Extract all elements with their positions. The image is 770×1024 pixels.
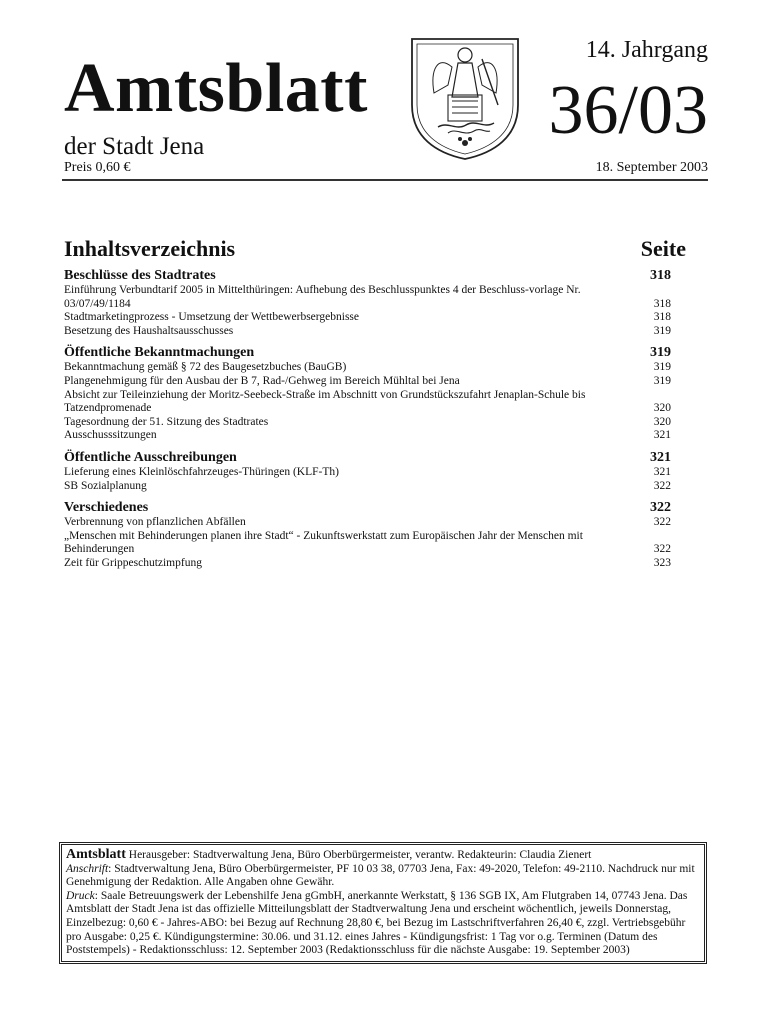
toc-section-title-row <box>64 500 686 516</box>
toc-entry[interactable] <box>64 375 686 389</box>
toc-entry-text: Plangenehmigung für den Ausbau der B 7, Rad-/Gehweg im Bereich Mühltal bei Jena <box>64 374 460 387</box>
toc-entry-text: Stadtmarketingprozess - Umsetzung der Wettbewerbsergebnisse <box>64 311 360 324</box>
toc-entry[interactable] <box>64 557 686 571</box>
imprint-box <box>59 842 707 964</box>
masthead-date: 18. September 2003 <box>595 160 708 175</box>
masthead-volume: 14. Jahrgang <box>585 37 708 63</box>
coat-of-arms-icon <box>408 35 522 161</box>
toc-page-heading: Seite <box>640 236 686 261</box>
toc-entry-page: 322 <box>653 543 671 556</box>
toc-entry-text: Tagesordnung der 51. Sitzung des Stadtrates <box>64 415 269 428</box>
toc-entry-text: SB Sozialplanung <box>64 479 147 492</box>
toc-entry-text: Ausschusssitzungen <box>64 429 157 442</box>
toc-entry-page: 319 <box>653 324 671 337</box>
toc-section-page: 319 <box>650 345 671 361</box>
toc-section-title: Öffentliche Bekanntmachungen <box>64 345 255 361</box>
toc-entry[interactable] <box>64 516 686 530</box>
toc-entry-text: Besetzung des Haushaltsausschusses <box>64 324 234 337</box>
toc-entry[interactable] <box>64 361 686 375</box>
toc-entry-text: Zeit für Grippeschutzimpfung <box>64 556 202 569</box>
toc-entry-page: 322 <box>653 516 671 529</box>
toc-entry-page: 319 <box>653 361 671 374</box>
toc-entry-page: 319 <box>653 374 671 387</box>
imprint-print: : Saale Betreuungswerk der Lebenshilfe Jena gGmbH, anerkannte Werkstatt, § 136 SGB IX, Am Flutgraben 14, 07743 Jena. Das Amtsblatt der Stadt Jena ist das offizielle Mitteilungsblatt der Stadtverwaltung Jena und erscheint wöchentlich, jeweils Donnerstag, Einzelbezug: 0,60 € - Jahres-ABO: bei Bezug auf Rechnung 28,80 €, bei Bezug im Lastschriftverfahren 26,40 €, zzgl. Vertriebsgebühr pro Ausgabe: 0,25 €. Kündigungstermine: 30.06. und 31.12. eines Jahres - Kündigungsfrist: 1 Tag vor o.g. Terminen (Datum des Poststempels) - Redaktionsschluss: 12. September 2003 (Redaktionsschluss für die nächste Ausgabe: 19. September 2003) <box>66 889 688 957</box>
toc-entry-page: 323 <box>653 556 671 569</box>
toc-entry-text: Absicht zur Teileinziehung der Moritz-Seebeck-Straße im Abschnitt von Grundstückszufahrt Jenaplan-Schule bis Tatzendpromenade <box>64 388 586 415</box>
masthead-subtitle: der Stadt Jena <box>64 133 205 160</box>
toc-entry[interactable] <box>64 416 686 430</box>
imprint-address: : Stadtverwaltung Jena, Büro Oberbürgermeister, PF 10 03 38, 07703 Jena, Fax: 49-2020, Telefon: 49-2110. Nachdruck nur mit Genehmigung der Redaktion. Alle Angaben ohne Gewähr. <box>66 862 695 889</box>
toc-section <box>64 345 686 443</box>
toc-entry[interactable] <box>64 325 686 339</box>
toc-section-title-row <box>64 345 686 361</box>
toc-entry[interactable] <box>64 311 686 325</box>
toc-entry-page: 320 <box>653 415 671 428</box>
toc-entry-text: Einführung Verbundtarif 2005 in Mittelthüringen: Aufhebung des Beschlusspunktes 4 der Beschluss-vorlage Nr. 03/07/49/1184 <box>64 284 581 310</box>
toc-entry-text: Lieferung eines Kleinlöschfahrzeuges-Thüringen (KLF-Th) <box>64 465 339 478</box>
imprint-publisher: Herausgeber: Stadtverwaltung Jena, Büro Oberbürgermeister, verantw. Redakteurin: Claudia Zienert <box>128 849 592 861</box>
masthead-issue-number: 36/03 <box>548 72 708 149</box>
toc-section-page: 318 <box>650 268 671 283</box>
toc-section-page: 322 <box>650 500 671 516</box>
imprint-address-label: Anschrift <box>66 862 109 875</box>
toc-entry[interactable] <box>64 530 686 557</box>
masthead-title: Amtsblatt <box>64 50 368 127</box>
toc-entry[interactable] <box>64 466 686 480</box>
toc-entry-text: Verbrennung von pflanzlichen Abfällen <box>64 516 246 529</box>
toc-section-page: 321 <box>650 449 671 465</box>
toc-section-title: Öffentliche Ausschreibungen <box>64 449 237 465</box>
toc-entry-page: 320 <box>653 402 671 415</box>
toc-entry[interactable] <box>64 480 686 494</box>
imprint-label: Amtsblatt <box>66 847 126 862</box>
toc-section-title-row <box>64 268 686 284</box>
toc-header <box>64 236 686 262</box>
toc-entry[interactable] <box>64 284 686 311</box>
masthead-divider <box>62 179 708 181</box>
toc-entry-text: „Menschen mit Behinderungen planen ihre Stadt“ - Zukunftswerkstatt zum Europäischen Jahr der Menschen mit Behinderungen <box>64 529 583 556</box>
toc-section <box>64 268 686 338</box>
toc-entry-page: 318 <box>653 311 671 324</box>
toc-section-title: Verschiedenes <box>64 500 149 516</box>
table-of-contents <box>64 236 686 578</box>
toc-entry-page: 321 <box>653 465 671 478</box>
toc-entry-page: 318 <box>653 297 671 310</box>
toc-heading: Inhaltsverzeichnis <box>64 236 236 261</box>
toc-section-title: Beschlüsse des Stadtrates <box>64 268 216 283</box>
toc-entry-text: Bekanntmachung gemäß § 72 des Baugesetzbuches (BauGB) <box>64 361 347 374</box>
toc-section <box>64 500 686 570</box>
toc-entry-page: 322 <box>653 479 671 492</box>
toc-section <box>64 450 686 493</box>
imprint-text <box>61 844 705 962</box>
toc-section-title-row <box>64 450 686 466</box>
toc-entry[interactable] <box>64 429 686 443</box>
imprint-print-label: Druck <box>66 889 95 902</box>
masthead-price: Preis 0,60 € <box>64 160 131 175</box>
toc-entry[interactable] <box>64 389 686 416</box>
toc-entry-page: 321 <box>653 429 671 442</box>
